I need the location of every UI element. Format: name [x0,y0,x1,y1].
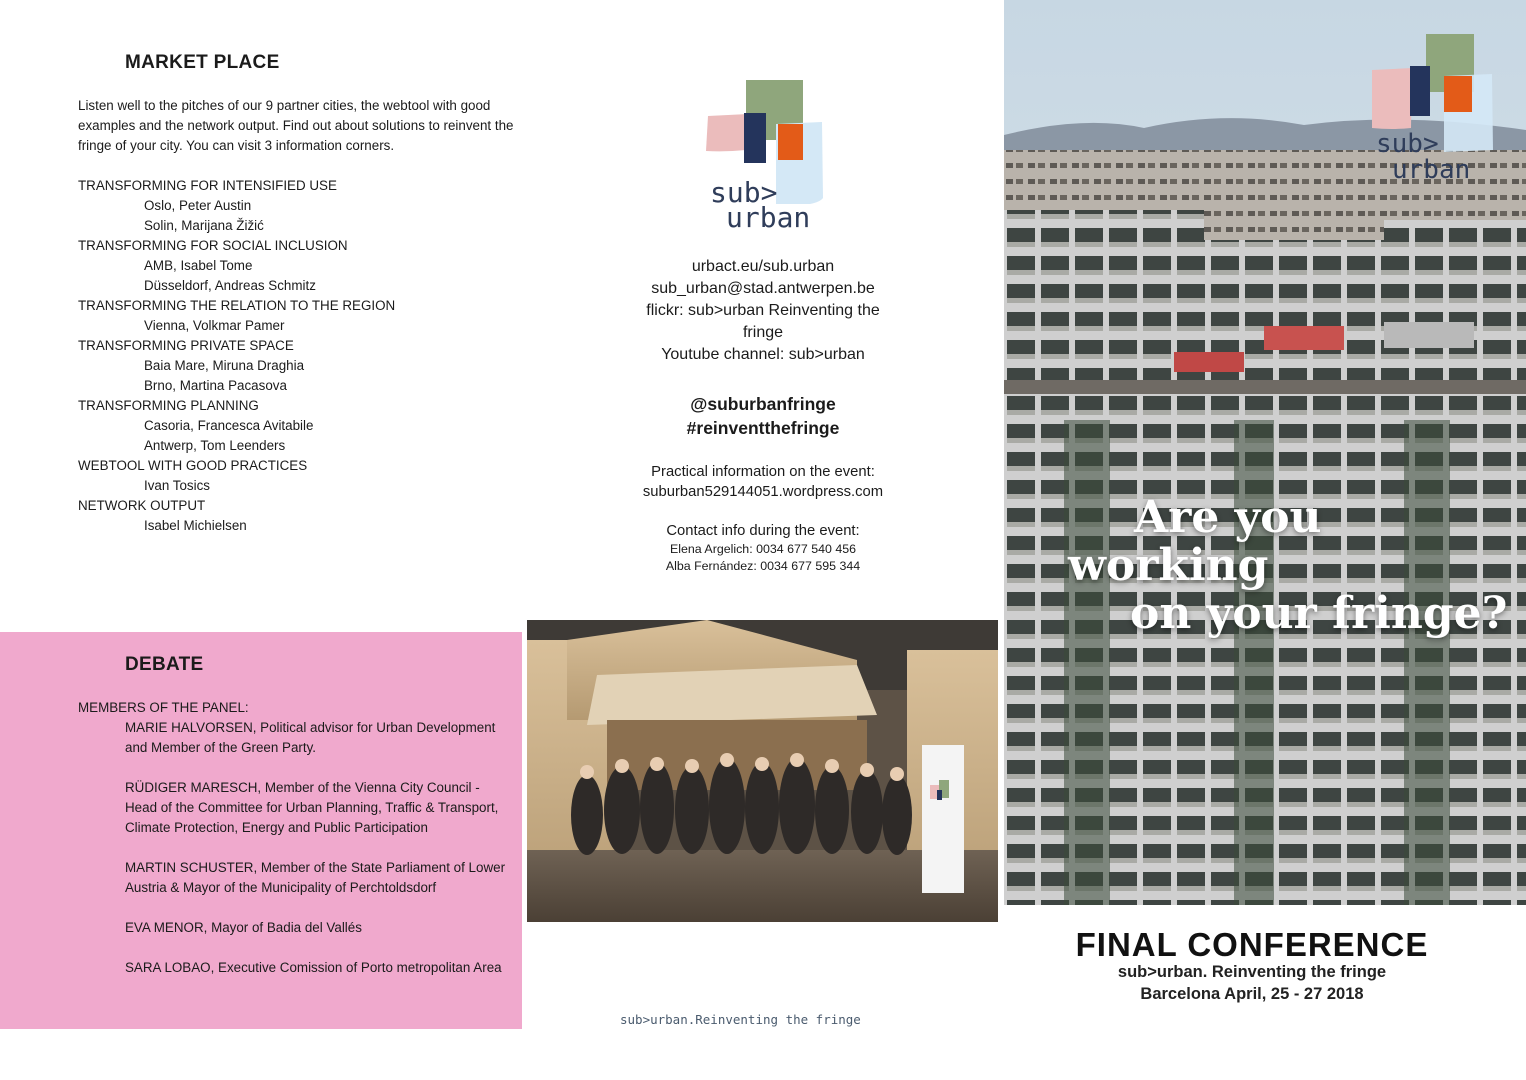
youtube-link[interactable]: Youtube channel: sub>urban [661,346,865,363]
corner-speaker: Isabel Michielsen [144,518,247,533]
corner-speaker: Brno, Martina Pacasova [144,378,287,393]
corner-category: TRANSFORMING PLANNING [78,398,259,413]
flickr-link[interactable]: flickr: sub>urban Reinventing the fringe [646,302,880,341]
corner-category: TRANSFORMING PRIVATE SPACE [78,338,294,353]
corner-speaker: Solin, Marijana Žižić [144,218,264,233]
tagline-line-2: working [1068,540,1269,591]
debate-title: DEBATE [125,654,204,675]
corner-category: TRANSFORMING FOR SOCIAL INCLUSION [78,238,348,253]
market-place-list [78,176,523,536]
logo-pink-square [706,114,748,151]
logo-word-urban: urban [726,201,811,230]
panel-member: MARIE HALVORSEN, Political advisor for Urban Development and Member of the Green Party. [125,720,496,755]
event-contact-line: Alba Fernández: 0034 677 595 344 [665,559,861,573]
suburban-logo [700,78,830,230]
practical-info [600,462,926,502]
corner-category: WEBTOOL WITH GOOD PRACTICES [78,458,308,473]
footer-tagline: sub>urban.Reinventing the fringe [620,1012,861,1027]
tagline-line-3: on your fringe? [1130,588,1508,639]
panel-members [125,718,510,998]
corner-speaker: Ivan Tosics [144,478,210,493]
panel-member: SARA LOBAO, Executive Comission of Porto metropolitan Area [125,960,502,975]
corner-speaker: Baia Mare, Miruna Draghia [144,358,305,373]
market-place-title: MARKET PLACE [125,52,280,73]
panel-member: EVA MENOR, Mayor of Badia del Vallés [125,920,362,935]
hashtag[interactable]: #reinventthefringe [686,418,840,438]
cover-logo-word-sub: sub> [1376,129,1439,159]
logo-word-sub: sub> [710,176,778,209]
corner-speaker: AMB, Isabel Tome [144,258,253,273]
corner-category: TRANSFORMING THE RELATION TO THE REGION [78,298,396,313]
logo-orange-square [778,124,803,160]
tagline-line-1: Are you [1134,492,1322,543]
practical-label: Practical information on the event: [651,464,875,480]
rollup-banner [922,745,964,893]
event-contact-label: Contact info during the event: [666,523,860,539]
panel-member: MARTIN SCHUSTER, Member of the State Parliament of Lower Austria & Mayor of the Municipality of Perchtoldsdorf [125,860,506,895]
conference-title: FINAL CONFERENCE [1075,926,1429,963]
email-link[interactable]: sub_urban@stad.antwerpen.be [651,280,875,297]
corner-category: TRANSFORMING FOR INTENSIFIED USE [78,178,337,193]
conference-subtitle: sub>urban. Reinventing the fringe [1117,963,1387,981]
contact-block [628,256,898,366]
logo-navy-bar [744,113,766,163]
corner-speaker: Casoria, Francesca Avitabile [144,418,314,433]
practical-url[interactable]: suburban529144051.wordpress.com [642,484,884,500]
corner-speaker: Vienna, Volkmar Pamer [144,318,285,333]
debate-section [0,632,522,1029]
cover-logo-word-urban: urban [1392,155,1471,185]
group-photo [527,620,998,922]
event-contact-line: Elena Argelich: 0034 677 540 456 [669,542,856,556]
panel-member: RÜDIGER MARESCH, Member of the Vienna City Council - Head of the Committee for Urban Planning, Traffic & Transport, Climate Protection, Energy and Public Participation [125,780,499,835]
corner-speaker: Düsseldorf, Andreas Schmitz [144,278,316,293]
cover-photo [1004,0,1526,905]
market-place-intro: Listen well to the pitches of our 9 partner cities, the webtool with good examples and the network output. Find out about solutions to reinvent the fringe of your city. You can visit 3 information corners. [78,98,514,153]
corner-category: NETWORK OUTPUT [78,498,206,513]
twitter-handle[interactable]: @suburbanfringe [690,394,836,414]
social-handles [628,392,898,440]
corner-speaker: Oslo, Peter Austin [144,198,252,213]
panel-label: MEMBERS OF THE PANEL: [78,700,249,715]
website-link[interactable]: urbact.eu/sub.urban [691,258,835,275]
corner-speaker: Antwerp, Tom Leenders [144,438,286,453]
conference-date: Barcelona April, 25 - 27 2018 [1140,985,1364,1003]
